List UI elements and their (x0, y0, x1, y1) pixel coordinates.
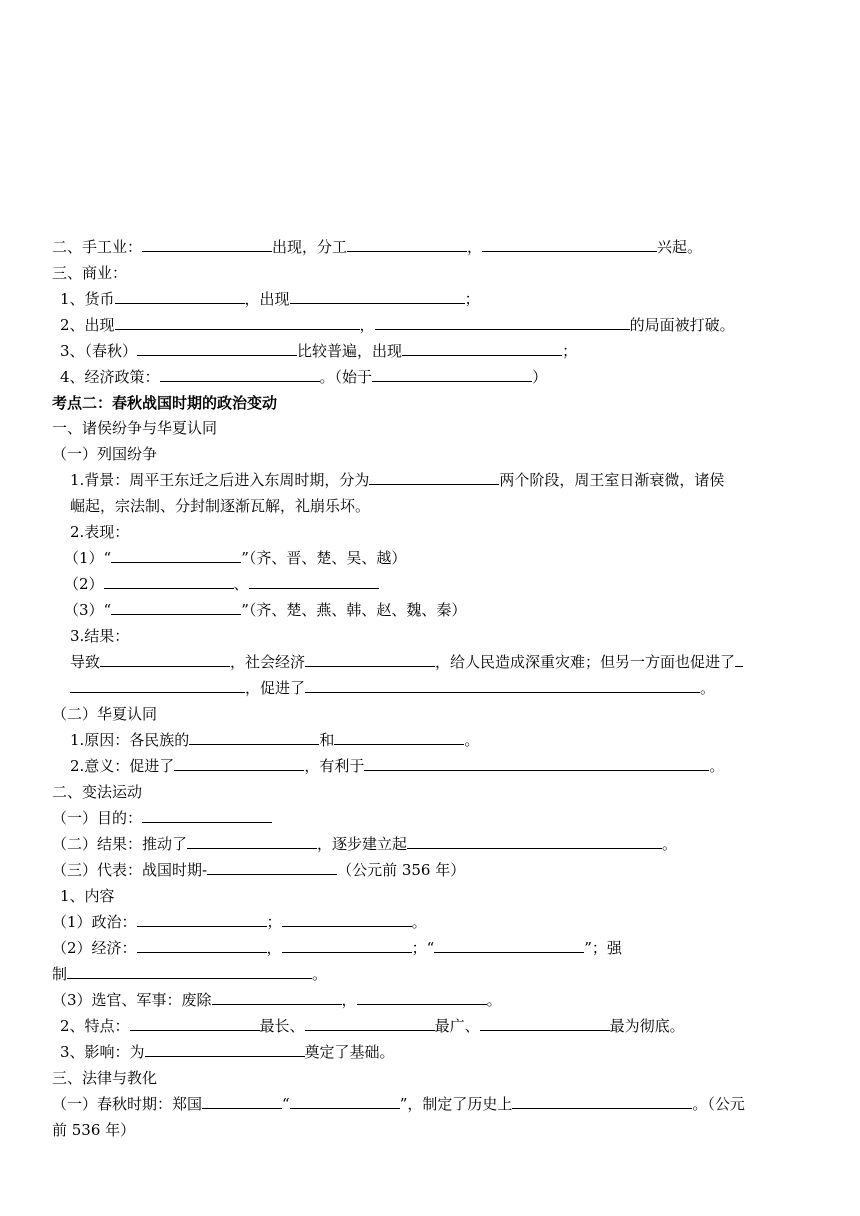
commerce-item-3: 3、（春秋） 比较普遍，出现 ； (60, 339, 577, 364)
daibiao-line: （三）代表：战国时期- （公元前 356 年） (52, 858, 465, 883)
answer-blank[interactable] (305, 650, 435, 667)
chunqiu-line-1: （一）春秋时期：郑国 “ ”，制定了历史上 。（公元 (52, 1092, 745, 1117)
jieguo-title: 3.结果： (70, 627, 130, 645)
answer-blank[interactable] (160, 365, 320, 382)
subsection-heading: 一、诸侯纷争与华夏认同 (52, 419, 218, 437)
yiyi-line: 2.意义：促进了 ，有利于 。 (70, 754, 724, 779)
answer-blank[interactable] (347, 235, 467, 252)
biaoxian-1: （1）“ ”（齐、晋、楚、吴、越） (64, 546, 406, 571)
biaoxian-3: （3）“ ”（齐、楚、燕、韩、赵、魏、秦） (64, 598, 466, 623)
commerce-item-1: 1、货币 ，出现 ； (60, 287, 480, 312)
jieguo-line-1: 导致 ，社会经济 ，给人民造成深重灾难；但另一方面也促进了 (70, 650, 743, 675)
subsection-heading: 二、变法运动 (52, 783, 143, 801)
answer-blank[interactable] (100, 650, 230, 667)
jingji-line-1: （2）经济： ， ；“ ”；强 (52, 936, 622, 961)
answer-blank[interactable] (142, 806, 272, 823)
answer-blank[interactable] (249, 572, 379, 589)
answer-blank[interactable] (375, 313, 630, 330)
answer-blank[interactable] (512, 1092, 692, 1109)
answer-blank[interactable] (334, 728, 464, 745)
commerce-item-4: 4、经济政策： 。（始于 ） (60, 365, 547, 390)
tedian-line: 2、特点： 最长、 最广、 最为彻底。 (60, 1014, 685, 1039)
answer-blank[interactable] (115, 313, 360, 330)
answer-blank[interactable] (111, 546, 241, 563)
answer-blank[interactable] (372, 365, 532, 382)
answer-blank[interactable] (407, 832, 662, 849)
answer-blank[interactable] (104, 572, 234, 589)
answer-blank[interactable] (305, 676, 700, 693)
answer-blank[interactable] (145, 1040, 305, 1057)
answer-blank[interactable] (212, 988, 342, 1005)
background-line-1: 1.背景：周平王东迁之后进入东周时期，分为 两个阶段，周王室日渐衰微，诸侯 (70, 468, 724, 493)
biaoxian-title: 2.表现： (70, 523, 130, 541)
answer-blank[interactable] (305, 1014, 435, 1031)
jieguo-line-2: ，促进了 。 (70, 676, 715, 701)
answer-blank[interactable] (480, 1014, 610, 1031)
handicraft-line: 二、手工业： 出现，分工 ， 兴起。 (52, 235, 702, 260)
answer-blank[interactable] (290, 287, 465, 304)
commerce-title: 三、商业： (52, 264, 128, 282)
answer-blank[interactable] (137, 910, 267, 927)
answer-blank[interactable] (290, 1092, 400, 1109)
bianfa-jieguo-line: （二）结果：推动了 ，逐步建立起 。 (52, 832, 677, 857)
chunqiu-line-2: 前 536 年） (52, 1121, 136, 1139)
answer-blank[interactable] (207, 858, 337, 875)
answer-blank[interactable] (137, 936, 267, 953)
answer-blank[interactable] (189, 728, 319, 745)
answer-blank[interactable] (357, 988, 487, 1005)
mudi-line: （一）目的： (52, 806, 272, 831)
background-line-2: 崛起，宗法制、分封制逐渐瓦解，礼崩乐坏。 (70, 497, 371, 515)
commerce-item-2: 2、出现 ， 的局面被打破。 (60, 313, 735, 338)
answer-blank[interactable] (111, 598, 241, 615)
subsection-heading: 三、法律与教化 (52, 1069, 158, 1087)
biaoxian-2: （2） 、 (64, 572, 379, 597)
zhengzhi-line: （1）政治： ； 。 (52, 910, 427, 935)
answer-blank[interactable] (115, 287, 245, 304)
answer-blank[interactable] (67, 962, 312, 979)
jingji-line-2: 制 。 (52, 962, 327, 987)
yingxiang-line: 3、影响：为 奠定了基础。 (60, 1040, 395, 1065)
subsection-label: （二）华夏认同 (52, 705, 158, 723)
answer-blank[interactable] (70, 676, 245, 693)
answer-blank[interactable] (282, 936, 412, 953)
answer-blank[interactable] (369, 468, 499, 485)
answer-blank[interactable] (142, 235, 272, 252)
answer-blank[interactable] (402, 339, 562, 356)
answer-blank[interactable] (174, 754, 304, 771)
answer-blank[interactable] (202, 1092, 282, 1109)
answer-blank[interactable] (364, 754, 709, 771)
answer-blank[interactable] (187, 832, 317, 849)
answer-blank[interactable] (735, 650, 743, 667)
answer-blank[interactable] (282, 910, 412, 927)
answer-blank[interactable] (137, 339, 297, 356)
neirong-title: 1、内容 (60, 887, 115, 905)
answer-blank[interactable] (482, 235, 657, 252)
section-heading: 考点二：春秋战国时期的政治变动 (52, 394, 278, 412)
xuanguan-line: （3）选官、军事：废除 ， 。 (52, 988, 502, 1013)
subsection-label: （一）列国纷争 (52, 445, 158, 463)
yuanyin-line: 1.原因：各民族的 和 。 (70, 728, 479, 753)
answer-blank[interactable] (130, 1014, 260, 1031)
answer-blank[interactable] (434, 936, 584, 953)
